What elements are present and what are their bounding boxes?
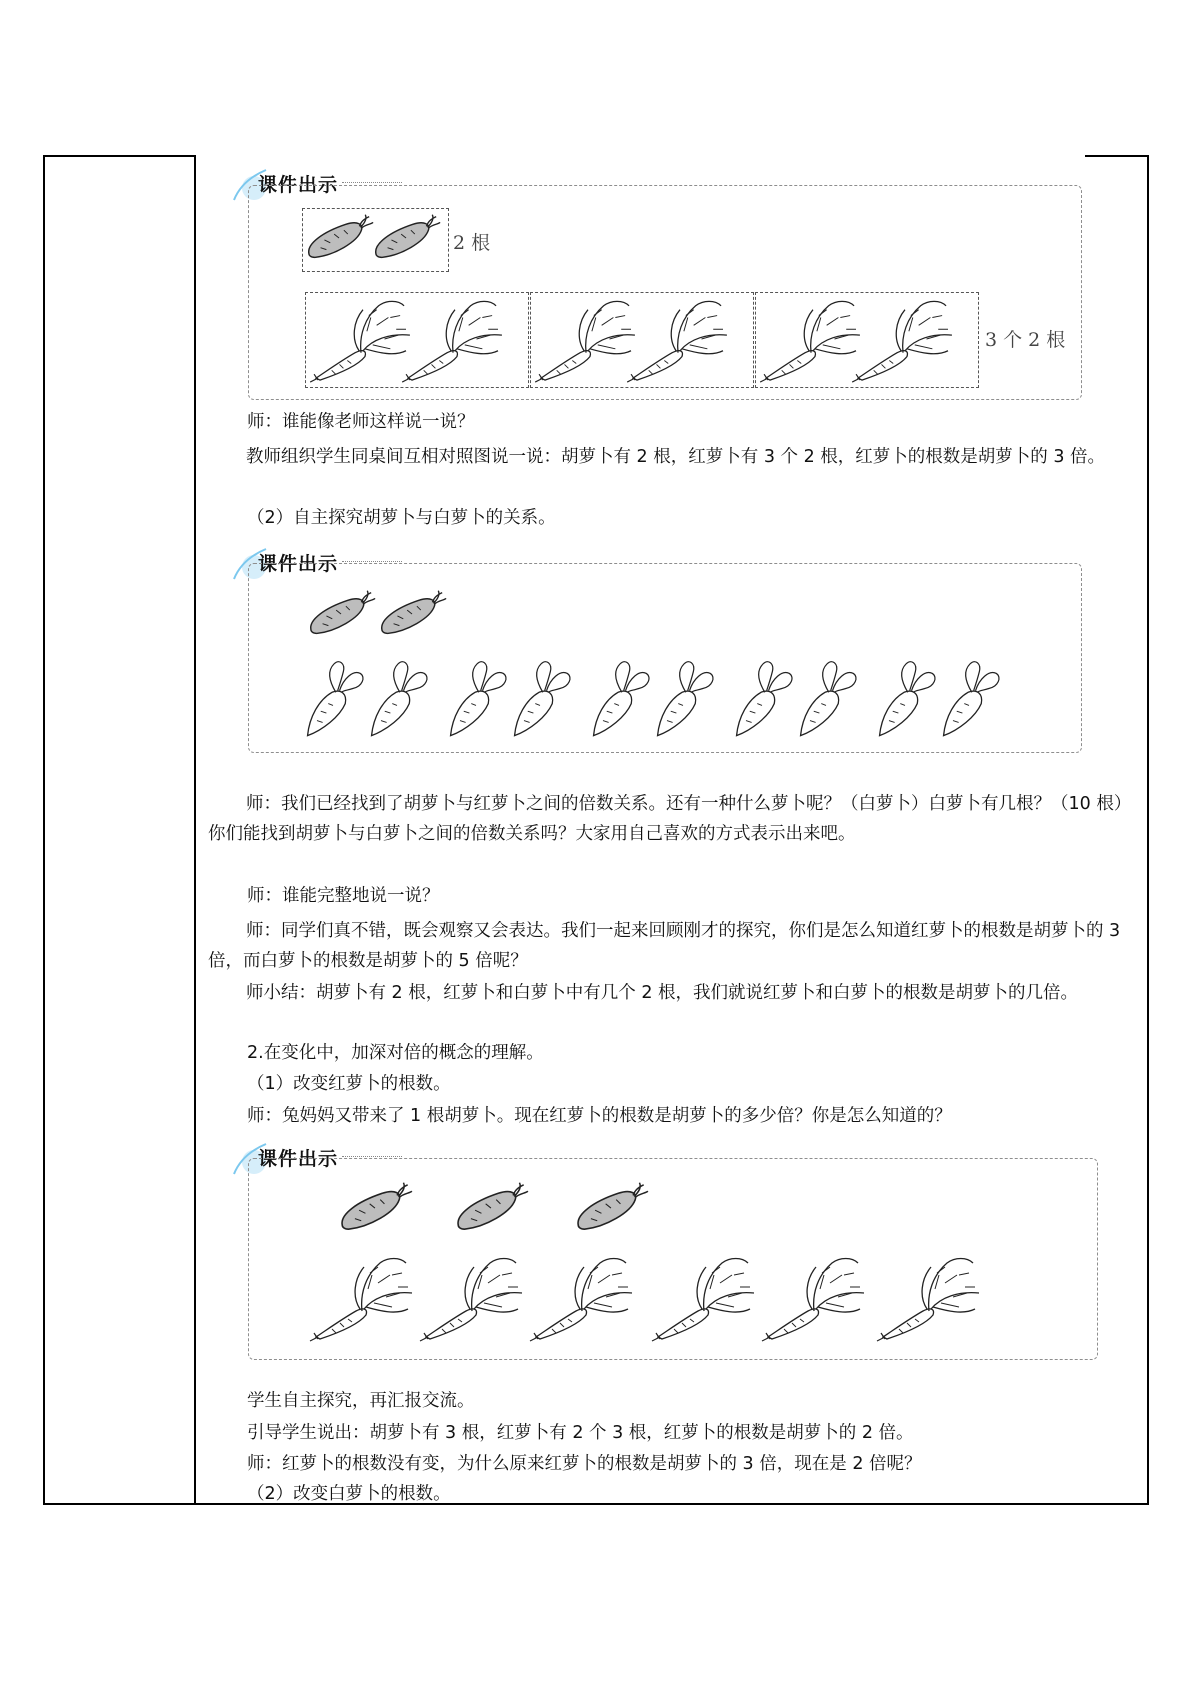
carrot-icon — [454, 1182, 530, 1232]
white-radish-icon — [729, 654, 795, 740]
paragraph: 2.在变化中，加深对倍的概念的理解。 — [247, 1043, 544, 1063]
white-radish-icon — [793, 654, 859, 740]
paragraph: 引导学生说出：胡萝卜有 3 根，红萝卜有 2 个 3 根，红萝卜的根数是胡萝卜的 2 倍。 — [247, 1423, 914, 1443]
red-radish-icon — [400, 296, 508, 384]
white-radish-icon — [586, 654, 652, 740]
red-radish-icon — [760, 1252, 870, 1344]
paragraph: 师：同学们真不错，既会观察又会表达。我们一起来回顾刚才的探究，你们是怎么知道红萝卜的根数是胡萝卜的 3 倍，而白萝卜的根数是胡萝卜的 5 倍呢？ — [208, 921, 1121, 971]
carrot-icon — [305, 214, 375, 260]
paragraph: （2）自主探究胡萝卜与白萝卜的关系。 — [247, 508, 556, 528]
table-left-border — [43, 155, 45, 1505]
carrot-icon — [338, 1182, 414, 1232]
carrot-icon — [378, 590, 448, 636]
paragraph: 师：兔妈妈又带来了 1 根胡萝卜。现在红萝卜的根数是胡萝卜的多少倍？你是怎么知道的？ — [247, 1106, 952, 1126]
paragraph: （2）改变白萝卜的根数。 — [247, 1484, 451, 1504]
table-right-border — [1147, 155, 1149, 1505]
paragraph: 学生自主探究，再汇报交流。 — [247, 1391, 475, 1411]
paragraph: 师：谁能完整地说一说？ — [247, 886, 440, 906]
red-radish-icon — [850, 296, 958, 384]
section-tag-label: 课件出示 — [258, 174, 339, 196]
white-radish-icon — [364, 654, 430, 740]
table-top-border-right — [1085, 155, 1149, 157]
white-radish-icon — [650, 654, 716, 740]
white-radish-icon — [443, 654, 509, 740]
carrot-icon — [574, 1182, 650, 1232]
red-radish-icon — [875, 1252, 985, 1344]
table-column-divider — [194, 155, 196, 1505]
white-radish-icon — [507, 654, 573, 740]
paragraph: 师：红萝卜的根数没有变，为什么原来红萝卜的根数是胡萝卜的 3 倍，现在是 2 倍呢？ — [247, 1454, 922, 1474]
white-radish-icon — [872, 654, 938, 740]
paragraph: （1）改变红萝卜的根数。 — [247, 1074, 451, 1094]
table-top-border-left — [43, 155, 196, 157]
section-tag-label: 课件出示 — [258, 1148, 339, 1170]
red-radish-icon — [418, 1252, 528, 1344]
red-radish-count-label: 3 个 2 根 — [985, 329, 1066, 351]
paragraph: 师：我们已经找到了胡萝卜与红萝卜之间的倍数关系。还有一种什么萝卜呢？（白萝卜）白萝卜有几根？（10 根）你们能找到胡萝卜与白萝卜之间的倍数关系吗？大家用自己喜欢的方式表示出来吧。 — [208, 794, 1132, 844]
red-radish-icon — [308, 1252, 418, 1344]
table-bottom-border — [43, 1503, 1149, 1505]
paragraph: 师：谁能像老师这样说一说？ — [247, 412, 475, 432]
paragraph: 师小结：胡萝卜有 2 根，红萝卜和白萝卜中有几个 2 根，我们就说红萝卜和白萝卜的根数是胡萝卜的几倍。 — [246, 983, 1079, 1003]
paragraph: 教师组织学生同桌间互相对照图说一说：胡萝卜有 2 根，红萝卜有 3 个 2 根，红萝卜的根数是胡萝卜的 3 倍。 — [246, 447, 1106, 467]
white-radish-icon — [300, 654, 366, 740]
red-radish-icon — [528, 1252, 638, 1344]
red-radish-icon — [650, 1252, 760, 1344]
carrot-icon — [372, 214, 442, 260]
carrot-count-label: 2 根 — [453, 232, 491, 254]
red-radish-icon — [625, 296, 733, 384]
section-tag-label: 课件出示 — [258, 553, 339, 575]
carrot-icon — [307, 590, 377, 636]
white-radish-icon — [936, 654, 1002, 740]
